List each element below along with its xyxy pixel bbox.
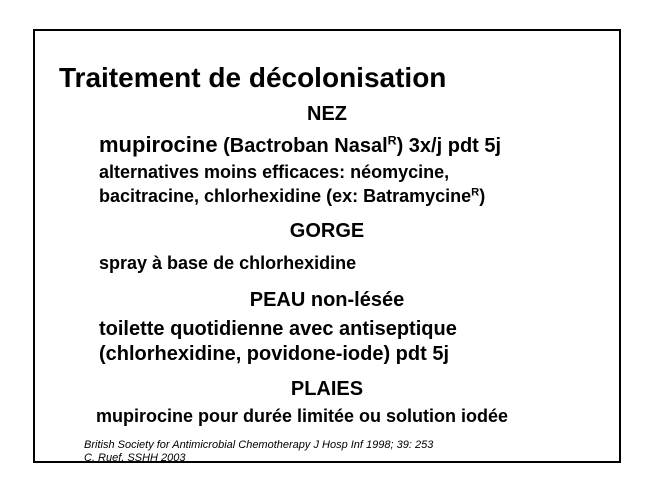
- reference-1: British Society for Antimicrobial Chemotherapy J Hosp Inf 1998; 39: 253: [84, 439, 434, 451]
- heading-gorge: GORGE: [289, 220, 365, 242]
- nez-line-1-sup: R: [387, 133, 397, 148]
- nez-line-3-end: ): [479, 186, 486, 206]
- nez-line-2: alternatives moins efficaces: néomycine,: [99, 162, 450, 182]
- heading-peau: PEAU non-lésée: [249, 289, 405, 311]
- peau-line-1: toilette quotidienne avec antiseptique: [99, 318, 457, 340]
- nez-line-3: [99, 187, 485, 205]
- slide: [33, 29, 621, 463]
- plaies-line-1: mupirocine pour durée limitée ou solution iodée: [96, 406, 509, 426]
- reference-2: C. Ruef, SSHH 2003: [84, 452, 186, 464]
- nez-line-1: [99, 134, 501, 156]
- nez-line-1-drug: mupirocine: [99, 132, 218, 157]
- nez-line-3-text: bacitracine, chlorhexidine (ex: Batramycine: [99, 186, 472, 206]
- nez-line-1-brand: (Bactroban Nasal: [217, 135, 388, 157]
- peau-line-2: (chlorhexidine, povidone-iode) pdt 5j: [99, 343, 450, 365]
- nez-line-3-sup: R: [471, 186, 480, 199]
- gorge-line-1: spray à base de chlorhexidine: [99, 253, 357, 273]
- heading-nez: NEZ: [307, 103, 347, 125]
- heading-plaies: PLAIES: [290, 378, 364, 400]
- slide-title: Traitement de décolonisation: [59, 62, 447, 93]
- nez-line-1-dose: ) 3x/j pdt 5j: [396, 135, 502, 157]
